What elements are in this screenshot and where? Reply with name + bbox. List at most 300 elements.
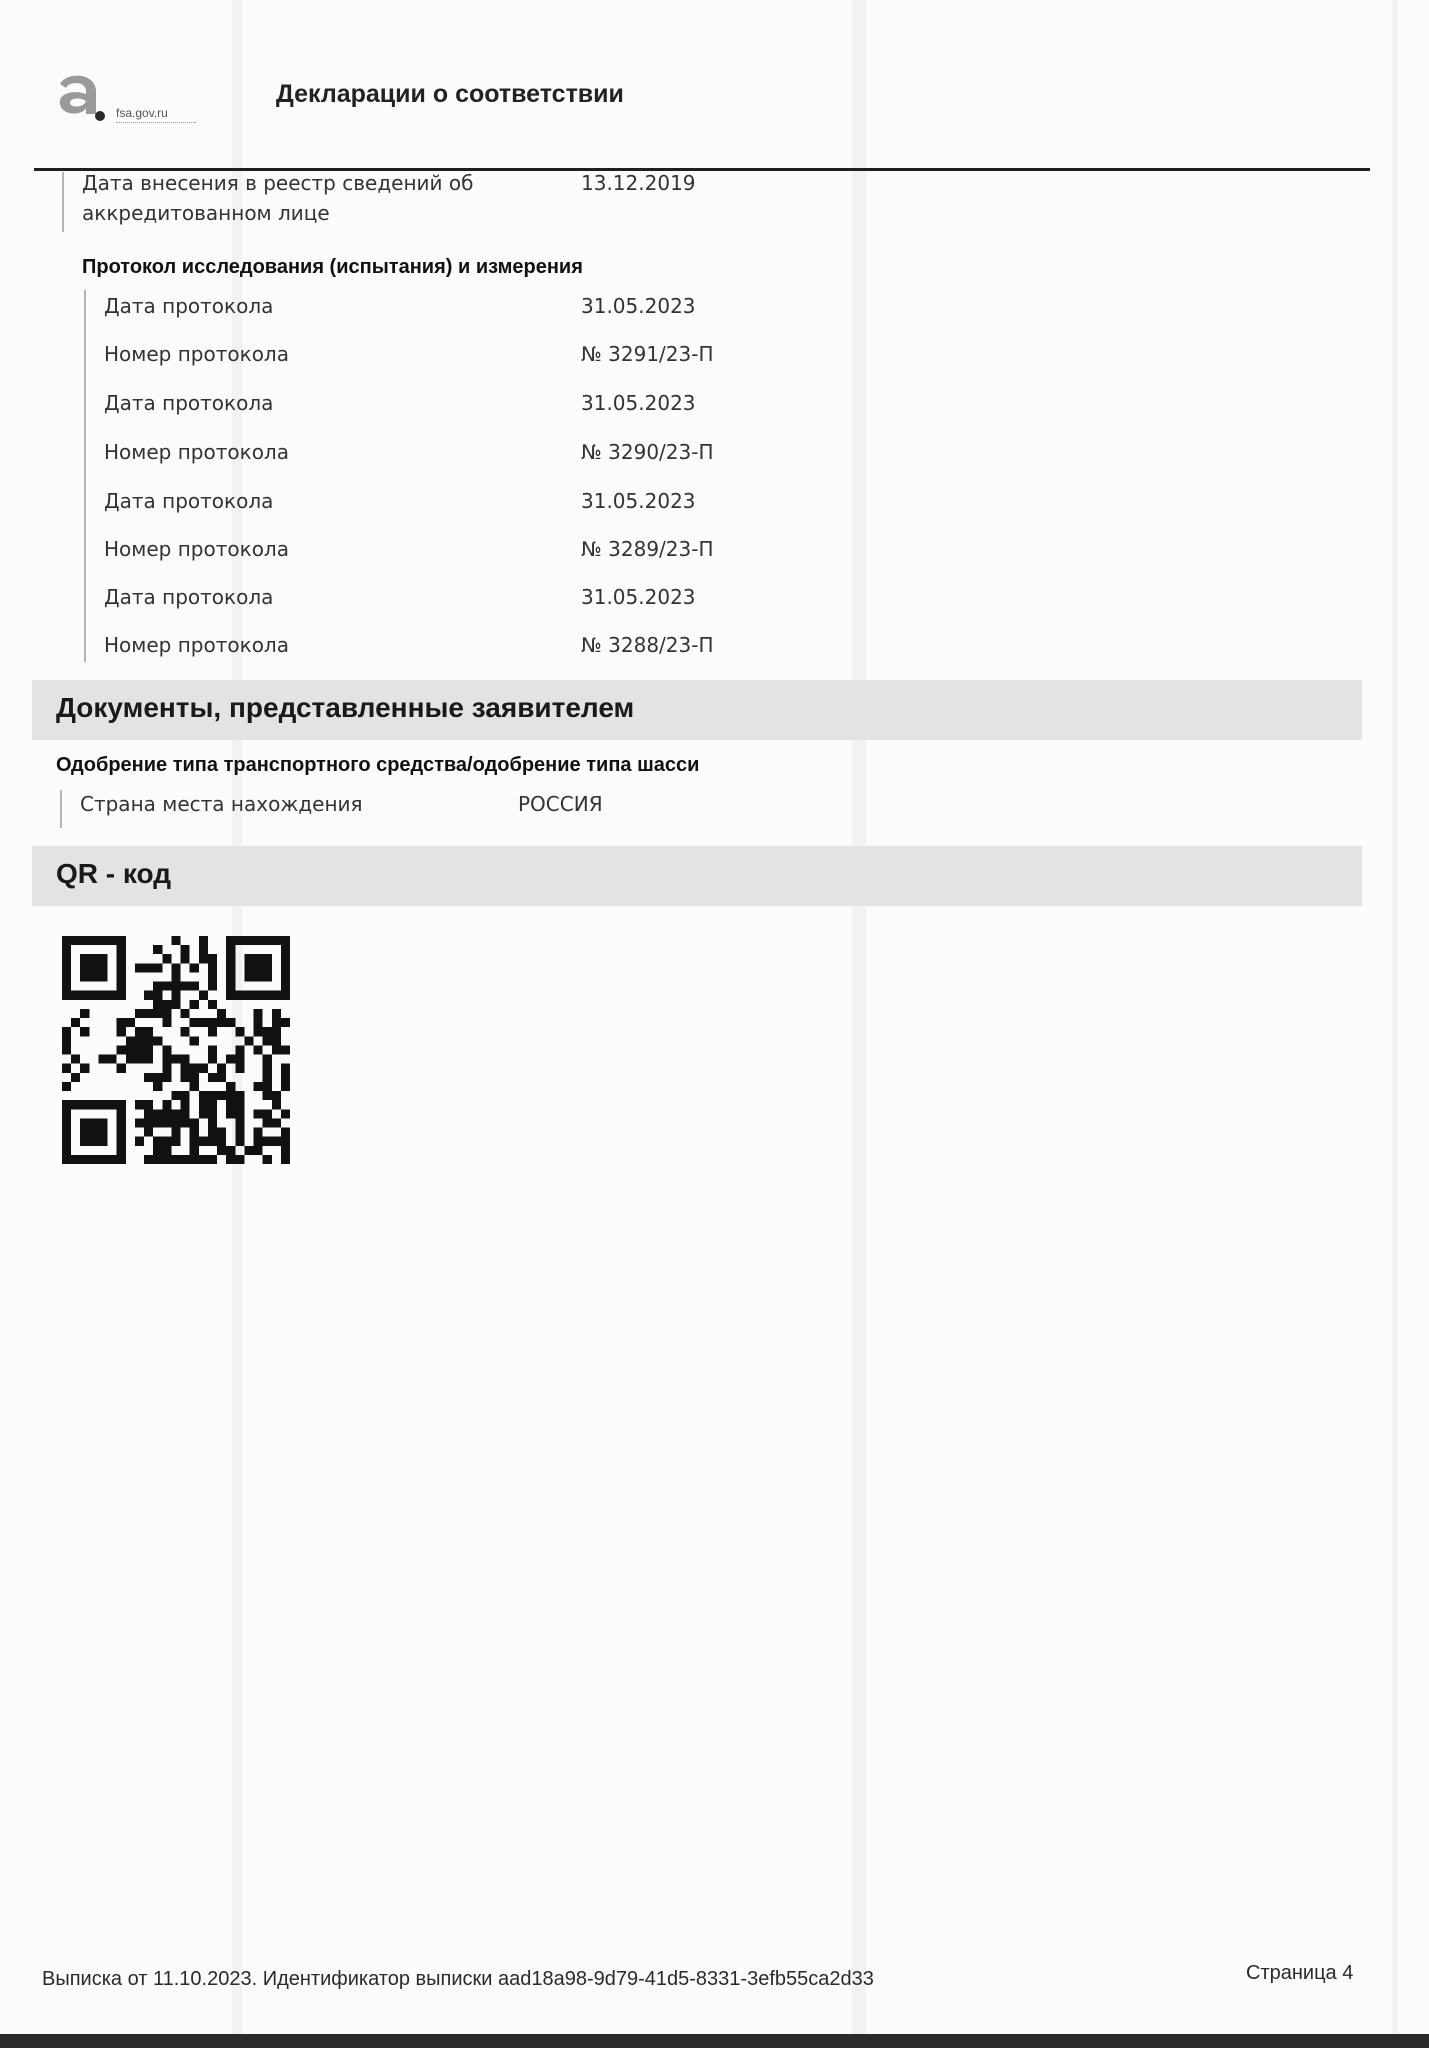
qr-section-title: QR - код bbox=[56, 858, 172, 889]
qr-module bbox=[89, 1137, 98, 1146]
qr-module bbox=[162, 1155, 171, 1164]
qr-module bbox=[162, 1100, 171, 1109]
qr-module bbox=[217, 1137, 226, 1146]
qr-module bbox=[62, 1036, 71, 1045]
country-label: Страна места нахождения bbox=[80, 792, 363, 816]
qr-module bbox=[272, 1118, 281, 1127]
qr-module bbox=[281, 1146, 290, 1155]
qr-module bbox=[98, 1155, 107, 1164]
protocol-label: Номер протокола bbox=[104, 537, 289, 561]
protocol-value: № 3290/23-П bbox=[581, 440, 714, 464]
qr-module bbox=[263, 954, 272, 963]
qr-module bbox=[98, 936, 107, 945]
qr-module bbox=[235, 1045, 244, 1054]
qr-module bbox=[162, 982, 171, 991]
qr-module bbox=[190, 1073, 199, 1082]
qr-module bbox=[153, 1000, 162, 1009]
qr-module bbox=[171, 1055, 180, 1064]
qr-module bbox=[153, 1036, 162, 1045]
logo-site-text: fsa.gov.ru bbox=[116, 106, 168, 120]
qr-module bbox=[235, 936, 244, 945]
qr-module bbox=[62, 982, 71, 991]
qr-module bbox=[254, 1027, 263, 1036]
qr-module bbox=[281, 1064, 290, 1073]
qr-module bbox=[171, 1118, 180, 1127]
protocol-value: 31.05.2023 bbox=[581, 585, 696, 609]
qr-module bbox=[263, 1064, 272, 1073]
qr-module bbox=[190, 1118, 199, 1127]
qr-module bbox=[80, 963, 89, 972]
qr-module bbox=[272, 1036, 281, 1045]
protocol-label: Номер протокола bbox=[104, 440, 289, 464]
qr-module bbox=[98, 1100, 107, 1109]
qr-module bbox=[153, 1146, 162, 1155]
qr-module bbox=[144, 1009, 153, 1018]
qr-module bbox=[226, 991, 235, 1000]
qr-module bbox=[226, 954, 235, 963]
qr-module bbox=[281, 972, 290, 981]
qr-module bbox=[208, 1155, 217, 1164]
qr-module bbox=[62, 991, 71, 1000]
qr-module bbox=[208, 1128, 217, 1137]
qr-module bbox=[62, 1100, 71, 1109]
qr-module bbox=[281, 1082, 290, 1091]
qr-module bbox=[171, 1000, 180, 1009]
qr-module bbox=[153, 1009, 162, 1018]
qr-module bbox=[171, 972, 180, 981]
qr-module bbox=[98, 954, 107, 963]
qr-module bbox=[281, 1018, 290, 1027]
qr-module bbox=[98, 1137, 107, 1146]
qr-module bbox=[263, 1109, 272, 1118]
qr-module bbox=[199, 1091, 208, 1100]
qr-module bbox=[254, 972, 263, 981]
qr-module bbox=[171, 1155, 180, 1164]
qr-module bbox=[254, 1009, 263, 1018]
qr-module bbox=[217, 1018, 226, 1027]
qr-module bbox=[80, 1118, 89, 1127]
qr-module bbox=[89, 1118, 98, 1127]
qr-module bbox=[235, 1091, 244, 1100]
qr-module bbox=[62, 972, 71, 981]
qr-module bbox=[226, 1055, 235, 1064]
qr-module bbox=[162, 1137, 171, 1146]
qr-module bbox=[281, 1045, 290, 1054]
qr-module bbox=[144, 1045, 153, 1054]
qr-module bbox=[199, 1155, 208, 1164]
qr-module bbox=[144, 963, 153, 972]
applicant-docs-section-title: Документы, представленные заявителем bbox=[56, 692, 635, 723]
page-number: Страница 4 bbox=[1246, 1962, 1354, 1984]
qr-module bbox=[263, 1055, 272, 1064]
qr-module bbox=[190, 1146, 199, 1155]
qr-module bbox=[144, 991, 153, 1000]
qr-module bbox=[171, 1128, 180, 1137]
qr-module bbox=[226, 936, 235, 945]
qr-module bbox=[117, 1109, 126, 1118]
qr-module bbox=[199, 936, 208, 945]
qr-module bbox=[162, 1064, 171, 1073]
qr-module bbox=[108, 991, 117, 1000]
qr-module bbox=[281, 936, 290, 945]
qr-module bbox=[208, 1018, 217, 1027]
qr-module bbox=[272, 1045, 281, 1054]
protocol-value: 31.05.2023 bbox=[581, 489, 696, 513]
qr-module bbox=[153, 1155, 162, 1164]
qr-module bbox=[272, 1009, 281, 1018]
qr-module bbox=[226, 1100, 235, 1109]
qr-module bbox=[171, 1091, 180, 1100]
qr-module bbox=[208, 1045, 217, 1054]
qr-module bbox=[117, 1146, 126, 1155]
qr-module bbox=[263, 1027, 272, 1036]
qr-module bbox=[98, 1055, 107, 1064]
qr-module bbox=[208, 1027, 217, 1036]
vehicle-type-approval-heading: Одобрение типа транспортного средства/одобрение типа шасси bbox=[56, 754, 700, 776]
qr-module bbox=[135, 1027, 144, 1036]
qr-module bbox=[190, 1018, 199, 1027]
group-left-bar bbox=[62, 172, 64, 232]
group-left-bar bbox=[60, 790, 62, 828]
qr-module bbox=[135, 1137, 144, 1146]
qr-module bbox=[226, 1146, 235, 1155]
qr-module bbox=[89, 954, 98, 963]
qr-module bbox=[272, 1091, 281, 1100]
qr-module bbox=[281, 982, 290, 991]
qr-section-header bbox=[32, 846, 1362, 906]
qr-module bbox=[135, 963, 144, 972]
qr-module bbox=[272, 991, 281, 1000]
qr-module bbox=[153, 1118, 162, 1127]
qr-module bbox=[208, 1109, 217, 1118]
qr-module bbox=[62, 1045, 71, 1054]
qr-module bbox=[208, 1137, 217, 1146]
qr-module bbox=[126, 1055, 135, 1064]
qr-module bbox=[208, 954, 217, 963]
qr-module bbox=[226, 1091, 235, 1100]
qr-module bbox=[190, 1082, 199, 1091]
qr-module bbox=[62, 1118, 71, 1127]
qr-module bbox=[235, 1137, 244, 1146]
qr-module bbox=[244, 936, 253, 945]
qr-module bbox=[181, 1009, 190, 1018]
qr-module bbox=[208, 1073, 217, 1082]
protocol-label: Дата протокола bbox=[104, 391, 274, 415]
qr-module bbox=[217, 1091, 226, 1100]
qr-module bbox=[144, 1100, 153, 1109]
qr-module bbox=[98, 972, 107, 981]
qr-module bbox=[162, 1000, 171, 1009]
protocol-value: № 3289/23-П bbox=[581, 537, 714, 561]
qr-module bbox=[153, 1082, 162, 1091]
qr-module bbox=[135, 1100, 144, 1109]
qr-module bbox=[226, 1109, 235, 1118]
qr-module bbox=[208, 1118, 217, 1127]
qr-module bbox=[254, 1128, 263, 1137]
qr-module bbox=[272, 1027, 281, 1036]
qr-module bbox=[117, 963, 126, 972]
qr-module bbox=[263, 1082, 272, 1091]
qr-module bbox=[135, 1036, 144, 1045]
qr-module bbox=[153, 982, 162, 991]
qr-module bbox=[80, 972, 89, 981]
qr-module bbox=[281, 1137, 290, 1146]
qr-module bbox=[153, 1073, 162, 1082]
qr-module bbox=[226, 972, 235, 981]
qr-module bbox=[254, 954, 263, 963]
qr-module bbox=[281, 1155, 290, 1164]
qr-module bbox=[108, 936, 117, 945]
qr-module bbox=[98, 963, 107, 972]
qr-module bbox=[281, 991, 290, 1000]
qr-module bbox=[117, 1155, 126, 1164]
qr-module bbox=[162, 1045, 171, 1054]
qr-module bbox=[208, 963, 217, 972]
qr-module bbox=[89, 1100, 98, 1109]
qr-module bbox=[272, 1018, 281, 1027]
registry-value: 13.12.2019 bbox=[581, 171, 696, 195]
qr-module bbox=[135, 1045, 144, 1054]
protocol-value: 31.05.2023 bbox=[581, 294, 696, 318]
qr-module bbox=[71, 1018, 80, 1027]
qr-module bbox=[217, 1128, 226, 1137]
qr-module bbox=[144, 1073, 153, 1082]
qr-module bbox=[235, 1155, 244, 1164]
qr-module bbox=[263, 991, 272, 1000]
qr-module bbox=[162, 1018, 171, 1027]
protocol-label: Дата протокола bbox=[104, 585, 274, 609]
qr-module bbox=[217, 1009, 226, 1018]
scan-stripe bbox=[1392, 0, 1398, 2048]
qr-module bbox=[71, 1155, 80, 1164]
qr-module bbox=[226, 1082, 235, 1091]
qr-module bbox=[226, 1155, 235, 1164]
registry-label-line1: Дата внесения в реестр сведений об bbox=[82, 171, 474, 195]
qr-module bbox=[162, 1109, 171, 1118]
qr-module bbox=[208, 1000, 217, 1009]
qr-module bbox=[181, 1091, 190, 1100]
qr-module bbox=[117, 1027, 126, 1036]
qr-module bbox=[117, 1100, 126, 1109]
qr-module bbox=[171, 1137, 180, 1146]
qr-module bbox=[153, 945, 162, 954]
qr-module bbox=[254, 963, 263, 972]
qr-module bbox=[263, 936, 272, 945]
qr-module bbox=[190, 1137, 199, 1146]
qr-module bbox=[235, 1118, 244, 1127]
protocol-label: Номер протокола bbox=[104, 342, 289, 366]
qr-module bbox=[208, 1100, 217, 1109]
qr-module bbox=[199, 954, 208, 963]
protocols-heading: Протокол исследования (испытания) и измерения bbox=[82, 256, 583, 278]
qr-module bbox=[190, 1064, 199, 1073]
qr-module bbox=[217, 1073, 226, 1082]
qr-module bbox=[181, 954, 190, 963]
qr-module bbox=[153, 1137, 162, 1146]
qr-module bbox=[89, 963, 98, 972]
qr-module bbox=[181, 1027, 190, 1036]
qr-module bbox=[71, 1055, 80, 1064]
qr-module bbox=[153, 963, 162, 972]
qr-module bbox=[171, 963, 180, 972]
qr-module bbox=[62, 1146, 71, 1155]
qr-module bbox=[144, 1128, 153, 1137]
qr-module bbox=[199, 945, 208, 954]
qr-module bbox=[62, 1155, 71, 1164]
qr-module bbox=[126, 1045, 135, 1054]
qr-module bbox=[89, 936, 98, 945]
qr-module bbox=[62, 945, 71, 954]
qr-module bbox=[117, 1045, 126, 1054]
qr-module bbox=[244, 1036, 253, 1045]
qr-module bbox=[217, 1146, 226, 1155]
qr-module bbox=[181, 1064, 190, 1073]
qr-module bbox=[272, 1100, 281, 1109]
qr-module bbox=[144, 1109, 153, 1118]
qr-module bbox=[190, 1155, 199, 1164]
qr-module bbox=[62, 1064, 71, 1073]
qr-module bbox=[190, 1128, 199, 1137]
qr-module bbox=[254, 1146, 263, 1155]
qr-module bbox=[162, 954, 171, 963]
qr-module bbox=[272, 1137, 281, 1146]
qr-module bbox=[171, 991, 180, 1000]
qr-module bbox=[71, 1073, 80, 1082]
qr-module bbox=[254, 936, 263, 945]
qr-module bbox=[254, 1137, 263, 1146]
qr-module bbox=[235, 1100, 244, 1109]
qr-module bbox=[171, 1109, 180, 1118]
qr-module bbox=[208, 1091, 217, 1100]
qr-module bbox=[244, 954, 253, 963]
qr-module bbox=[226, 982, 235, 991]
qr-module bbox=[281, 945, 290, 954]
qr-module bbox=[98, 991, 107, 1000]
qr-module bbox=[162, 1146, 171, 1155]
qr-module bbox=[71, 1100, 80, 1109]
qr-module bbox=[89, 972, 98, 981]
qr-module bbox=[71, 936, 80, 945]
qr-module bbox=[89, 1128, 98, 1137]
qr-module bbox=[263, 1118, 272, 1127]
qr-module bbox=[272, 936, 281, 945]
qr-module bbox=[235, 991, 244, 1000]
qr-module bbox=[71, 991, 80, 1000]
qr-module bbox=[135, 1009, 144, 1018]
qr-module bbox=[263, 1155, 272, 1164]
qr-module bbox=[235, 1109, 244, 1118]
qr-module bbox=[126, 1036, 135, 1045]
qr-module bbox=[80, 1128, 89, 1137]
qr-module bbox=[80, 1100, 89, 1109]
qr-module bbox=[126, 1018, 135, 1027]
qr-module bbox=[244, 972, 253, 981]
protocol-label: Дата протокола bbox=[104, 489, 274, 513]
qr-module bbox=[181, 1118, 190, 1127]
country-value: РОССИЯ bbox=[518, 792, 603, 816]
qr-module bbox=[235, 1027, 244, 1036]
scan-stripe bbox=[852, 0, 866, 2048]
protocol-value: 31.05.2023 bbox=[581, 391, 696, 415]
fsa-logo-icon bbox=[52, 70, 112, 130]
qr-module bbox=[263, 1137, 272, 1146]
qr-module bbox=[208, 1055, 217, 1064]
qr-module bbox=[181, 1109, 190, 1118]
qr-module bbox=[135, 1055, 144, 1064]
page-header bbox=[52, 70, 1372, 130]
qr-module bbox=[144, 1155, 153, 1164]
qr-module bbox=[117, 1064, 126, 1073]
qr-module bbox=[162, 1073, 171, 1082]
qr-module bbox=[281, 1073, 290, 1082]
qr-module bbox=[226, 1018, 235, 1027]
qr-module bbox=[62, 1109, 71, 1118]
qr-module bbox=[199, 1064, 208, 1073]
qr-module bbox=[181, 1155, 190, 1164]
qr-module bbox=[117, 936, 126, 945]
qr-module bbox=[89, 991, 98, 1000]
qr-module bbox=[281, 963, 290, 972]
qr-module bbox=[62, 963, 71, 972]
qr-module bbox=[263, 963, 272, 972]
qr-module bbox=[235, 1128, 244, 1137]
qr-module bbox=[117, 991, 126, 1000]
extract-footer: Выписка от 11.10.2023. Идентификатор выписки aad18a98-9d79-41d5-8331-3efb55ca2d33 bbox=[42, 1968, 874, 1990]
qr-module bbox=[162, 1118, 171, 1127]
qr-module bbox=[144, 1036, 153, 1045]
qr-module bbox=[199, 1137, 208, 1146]
qr-module bbox=[80, 1155, 89, 1164]
qr-module bbox=[199, 1109, 208, 1118]
qr-module bbox=[62, 1082, 71, 1091]
qr-module bbox=[181, 1073, 190, 1082]
protocol-label: Дата протокола bbox=[104, 294, 274, 318]
qr-module bbox=[117, 954, 126, 963]
protocols-left-bar bbox=[84, 290, 86, 662]
qr-module bbox=[244, 963, 253, 972]
protocol-value: № 3288/23-П bbox=[581, 633, 714, 657]
qr-module bbox=[62, 936, 71, 945]
qr-module bbox=[254, 991, 263, 1000]
scan-bottom-edge bbox=[0, 2034, 1429, 2048]
qr-module bbox=[135, 1118, 144, 1127]
qr-module bbox=[254, 1018, 263, 1027]
qr-module bbox=[281, 1109, 290, 1118]
qr-module bbox=[181, 982, 190, 991]
logo-subtitle-line bbox=[116, 122, 196, 126]
qr-module bbox=[226, 963, 235, 972]
qr-module bbox=[117, 982, 126, 991]
qr-module bbox=[162, 1055, 171, 1064]
qr-module bbox=[263, 972, 272, 981]
qr-module bbox=[263, 1091, 272, 1100]
qr-module bbox=[80, 954, 89, 963]
qr-module bbox=[281, 954, 290, 963]
qr-module bbox=[181, 945, 190, 954]
qr-module bbox=[208, 982, 217, 991]
protocol-label: Номер протокола bbox=[104, 633, 289, 657]
qr-module bbox=[144, 1055, 153, 1064]
qr-module bbox=[98, 1118, 107, 1127]
qr-module bbox=[190, 963, 199, 972]
qr-module bbox=[62, 954, 71, 963]
qr-module bbox=[62, 1137, 71, 1146]
qr-module bbox=[108, 1100, 117, 1109]
page-title: Декларации о соответствии bbox=[276, 80, 624, 108]
qr-module bbox=[244, 1146, 253, 1155]
qr-module bbox=[153, 1109, 162, 1118]
qr-module bbox=[144, 1118, 153, 1127]
